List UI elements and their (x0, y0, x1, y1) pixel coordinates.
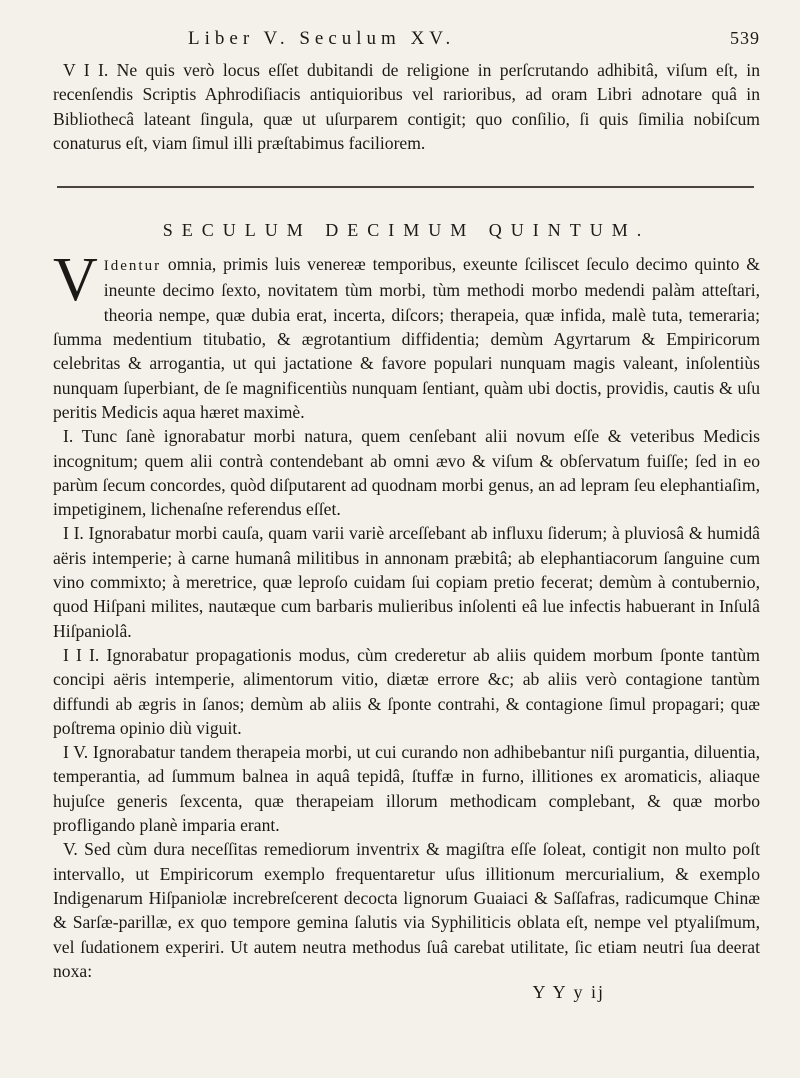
paragraph-i: I. Tunc ſanè ignorabatur morbi natura, quem cenſebant alii novum eſſe & veteribus Medicis incognitum; quem alii contrà contendebant ab omni ævo & viſum & obſervatum fuiſſe; ſed in eo parùm ſecum concordes, quòd diſputarent ad quodnam morbi genus, an ad lepram ſeu elephantiaſim, impetiginem, lichenaſne referendus eſſet. (53, 426, 760, 520)
running-head-title: Liber V. Seculum XV. (188, 28, 456, 49)
drop-cap: V (53, 246, 98, 315)
paragraph-ii: I I. Ignorabatur morbi cauſa, quam varii variè arceſſebant ab influxu ſiderum; à pluviosâ & humidâ aëris intemperie; à carne humanâ militibus in annonam præbitâ; ab elephantiacorum ſanguine cum vino commixto; à meretrice, quæ leproſo cuidam ſui copiam pretio fecerat; demùm à contubernio, quod Hiſpani milites, nautæque cum barbaris mulieribus inſolenti eâ lue infectis habuerant in Inſulâ Hiſpaniolâ. (53, 523, 760, 641)
running-head (53, 28, 760, 58)
intro-text: omnia, primis luis venereæ temporibus, exeunte ſciliscet ſeculo decimo quinto & ineunte decimo ſexto, novitatem tùm morbi, tùm methodi morbo medendi palàm atteſtari, theoria nempe, quæ dubia erat, incerta, diſcors; therapeia, quæ infida, malè tuta, temeraria; ſumma medentium titubatio, & ægrotantium diffidentia; demùm Agyrtarum & Empiricorum celebritas & arrogantia, ut qui jactatione & favore populari nunquam magis valeant, inſolentiùs nunquam ſuperbiant, de ſe magnificentiùs nunquam ſentiant, quàm ubi doctis, providis, cautis & uſu peritis Medicis aqua hæret maximè. (53, 254, 760, 422)
paragraph-iv: I V. Ignorabatur tandem therapeia morbi, ut cui curando non adhibebantur niſi purgantia, diluentia, temperantia, ad ſummum balnea in aquâ tepidâ, ſtuffæ in furno, illitiones ex aromaticis, aliaque hujuſce generis ſexcenta, quæ therapeiam illorum methodicam complebant, & quæ morbo profligando planè imparia erant. (53, 742, 760, 836)
page-number: 539 (730, 28, 760, 48)
paragraph-iii: I I I. Ignorabatur propagationis modus, cùm crederetur ab aliis quidem morbum ſponte tantùm concipi aëris intemperie, alimentorum vitio, diætæ errore &c; ab aliis verò contagione tantùm diffundi ab ægris in ſanos; demùm ab aliis & ſponte contrahi, & contagione ſimul propagari; quæ poſtrema opinio diù viguit. (53, 644, 760, 738)
section-title: SECULUM DECIMUM QUINTUM. (162, 220, 651, 241)
section-divider-rule (57, 186, 754, 188)
section-intro-paragraph (53, 246, 760, 424)
paragraph-vii: V I I. Ne quis verò locus eſſet dubitandi de religione in perſcrutando adhibitâ, viſum eſt, in recenſendis Scriptis Aphrodiſiacis antiquioribus vel rarioribus, ad oram Libri adnotare quâ in Bibliothecâ lateant ſingula, quæ ut uſurparem contigit; quo conſilio, ſi quis ſimilia nobiſcum conaturus eſt, viam ſimul illi præſtabimus faciliorem. (53, 60, 760, 153)
signature-mark: Y Y y ij (532, 982, 605, 1003)
lead-small-caps: Identur (103, 258, 162, 275)
paragraph-v: V. Sed cùm dura neceſſitas remediorum inventrix & magiſtra eſſe ſoleat, contigit non multo poſt intervallo, ut Empiricorum exemplo frequentaretur uſus illitionum mercurialium, & exemplo Indigenarum Hiſpaniolæ increbreſcerent decocta lignorum Guaiaci & Saſſafras, radicumque Chinæ & Sarſæ-parillæ, ex quo tempore gemina ſalutis via Syphiliticis oblata eſt, nempe vel ptyaliſmum, vel ſudationem experiri. Ut autem neutra methodus ſuâ carebat utilitate, ſic etiam neutri ſua deerat noxa: (53, 839, 760, 981)
